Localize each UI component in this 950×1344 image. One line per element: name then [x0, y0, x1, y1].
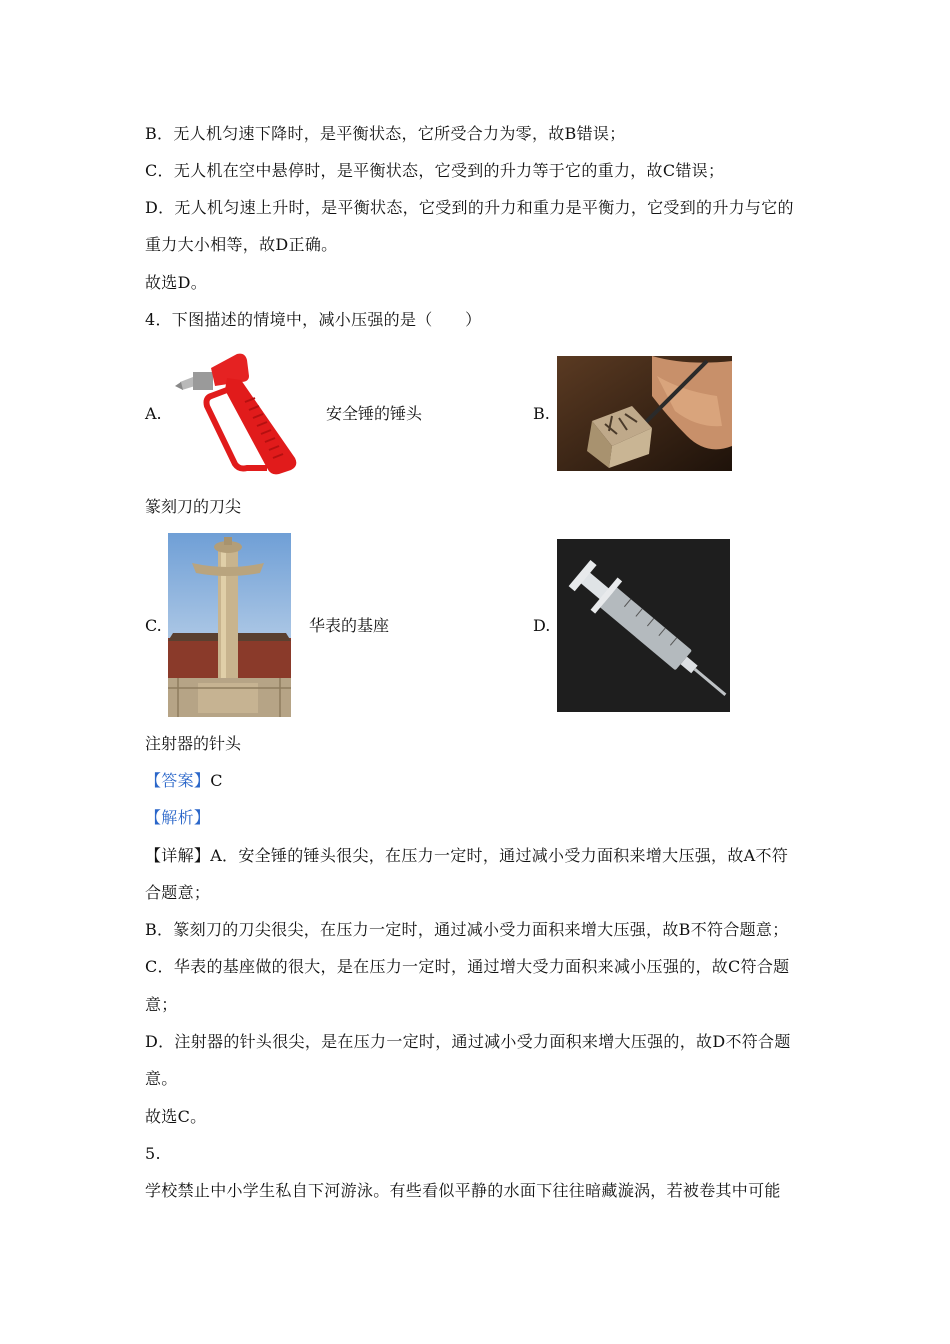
analysis-tag: 【解析】: [145, 808, 211, 827]
text-line: 故选D。: [145, 273, 208, 292]
question-5-number: 5.: [145, 1144, 161, 1163]
option-a-caption: 安全锤的锤头: [326, 404, 423, 423]
explanation-line: [145, 846, 788, 866]
text-line: D．无人机匀速上升时，是平衡状态，它受到的升力和重力是平衡力，它受到的升力与它的: [145, 198, 794, 217]
text-line: 重力大小相等，故D正确。: [145, 235, 338, 254]
seal-carving-image: [557, 356, 732, 471]
question-5-text: 学校禁止中小学生私自下河游泳。有些看似平静的水面下往往暗藏漩涡，若被卷其中可能: [145, 1181, 781, 1200]
safety-hammer-image: [175, 350, 305, 478]
answer-tag: 【答案】: [145, 771, 211, 790]
explanation-line: B．篆刻刀的刀尖很尖，在压力一定时，通过减小受力面积来增大压强，故B不符合题意；: [145, 920, 789, 939]
option-a-label: A.: [145, 404, 162, 423]
huabiao-column-image: [168, 533, 291, 717]
option-c-label: C.: [145, 616, 162, 635]
syringe-image: [557, 539, 730, 712]
explanation-line: 合题意；: [145, 883, 211, 902]
explanation-line: D．注射器的针头很尖，是在压力一定时，通过减小受力面积来增大压强的，故D不符合题: [145, 1032, 791, 1051]
explanation-text: A．安全锤的锤头很尖，在压力一定时，通过减小受力面积来增大压强，故A不符: [210, 846, 789, 865]
option-b-label: B.: [533, 404, 550, 423]
option-d-label: D.: [533, 616, 551, 635]
option-b-caption: 篆刻刀的刀尖: [145, 497, 242, 516]
question-4: 4．下图描述的情境中，减小压强的是（ ）: [145, 310, 482, 329]
answer-value: C: [210, 771, 223, 790]
option-c-caption: 华表的基座: [309, 616, 390, 635]
text-line: C．无人机在空中悬停时，是平衡状态，它受到的升力等于它的重力，故C错误；: [145, 161, 725, 180]
option-d-caption: 注射器的针头: [145, 734, 242, 753]
explanation-line: C．华表的基座做的很大，是在压力一定时，通过增大受力面积来减小压强的，故C符合题: [145, 957, 790, 976]
explanation-line: 意；: [145, 995, 178, 1014]
text-line: B．无人机匀速下降时，是平衡状态，它所受合力为零，故B错误；: [145, 124, 626, 143]
explanation-line: 意。: [145, 1069, 178, 1088]
answer-line: [145, 771, 223, 791]
explanation-line: 故选C。: [145, 1107, 207, 1126]
detail-tag: 【详解】: [145, 846, 211, 865]
